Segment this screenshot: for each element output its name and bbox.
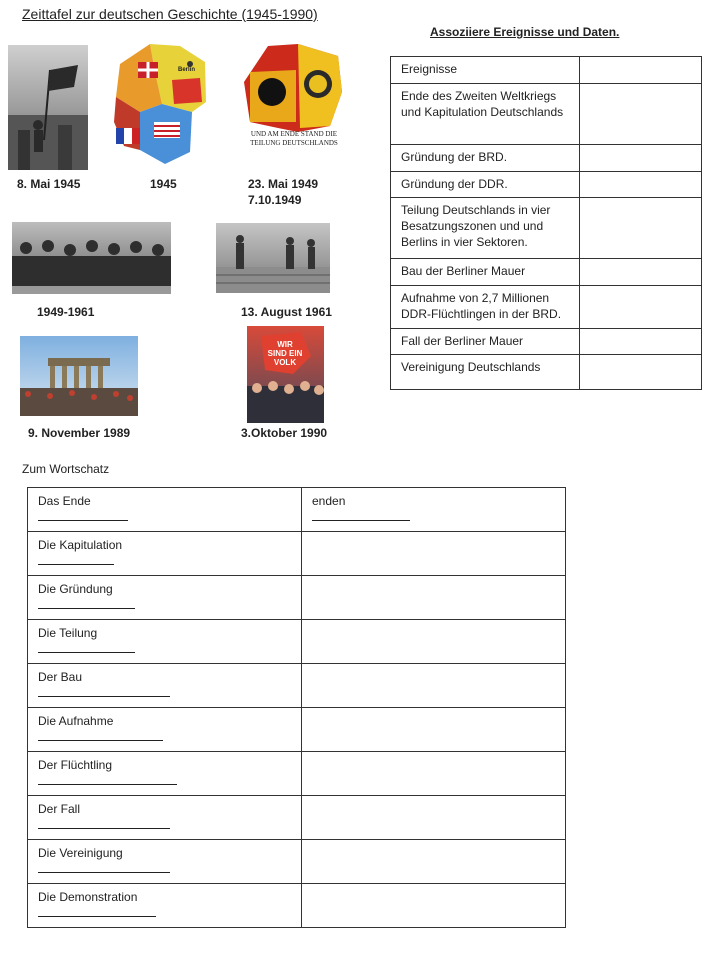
vocab-noun: Die Vereinigung: [38, 846, 123, 860]
event-date-cell[interactable]: [580, 286, 702, 329]
event-text: Gründung der BRD.: [391, 145, 580, 172]
vocab-row: [28, 664, 566, 708]
demonstration-photo: [247, 326, 324, 423]
vocab-verb-cell[interactable]: [302, 620, 566, 664]
vocab-noun-cell: [28, 576, 302, 620]
vocab-row: [28, 488, 566, 532]
date-label-3: 23. Mai 1949: [248, 177, 319, 191]
vocab-verb-cell[interactable]: [302, 840, 566, 884]
event-date-cell[interactable]: [580, 145, 702, 172]
event-text: Gründung der DDR.: [391, 172, 580, 198]
event-date-cell[interactable]: [580, 259, 702, 286]
division-map-photo: [238, 42, 350, 164]
brandenburg-gate-photo: [20, 336, 138, 416]
reichstag-photo: [8, 45, 88, 170]
vocab-noun: Das Ende: [38, 494, 91, 508]
answer-blank[interactable]: [38, 552, 114, 565]
vocab-row: [28, 884, 566, 928]
date-label-6: 13. August 1961: [241, 305, 332, 319]
vocab-noun-cell: [28, 620, 302, 664]
vocab-noun: Die Demonstration: [38, 890, 138, 904]
event-row: [391, 145, 702, 172]
answer-blank[interactable]: [38, 684, 170, 697]
events-table: [390, 56, 702, 390]
vocab-noun: Die Teilung: [38, 626, 98, 640]
event-date-cell[interactable]: [580, 84, 702, 145]
event-text: Teilung Deutschlands in vier Besatzungszonen und und Berlins in vier Sektoren.: [391, 198, 580, 259]
answer-blank[interactable]: [38, 816, 170, 829]
vocab-heading: Zum Wortschatz: [22, 462, 110, 476]
vocab-verb-cell[interactable]: [302, 708, 566, 752]
vocab-verb: enden: [312, 494, 346, 508]
vocab-verb-cell[interactable]: [302, 664, 566, 708]
date-label-8: 3.Oktober 1990: [241, 426, 328, 440]
vocab-noun-cell: [28, 532, 302, 576]
answer-blank[interactable]: [38, 508, 128, 521]
vocab-row: [28, 532, 566, 576]
refugees-photo: [12, 222, 171, 294]
division-caption-text: UND AM ENDE STAND DIE TEILUNG DEUTSCHLANDS: [250, 130, 338, 147]
date-label-4: 7.10.1949: [248, 193, 302, 207]
vocab-verb-cell[interactable]: [302, 576, 566, 620]
vocab-verb-cell[interactable]: [302, 796, 566, 840]
event-text: Bau der Berliner Mauer: [391, 259, 580, 286]
answer-blank[interactable]: [38, 904, 156, 917]
vocab-row: [28, 576, 566, 620]
occupation-zones-map: [110, 42, 210, 170]
task-heading: Assoziiere Ereignisse und Daten.: [430, 25, 620, 39]
events-header: Ereignisse: [391, 57, 580, 84]
event-text: Ende des Zweiten Weltkriegs und Kapitulation Deutschlands: [391, 84, 580, 145]
answer-blank[interactable]: [38, 772, 177, 785]
vocab-row: [28, 708, 566, 752]
event-date-cell[interactable]: [580, 329, 702, 355]
vocab-noun-cell: [28, 664, 302, 708]
date-label-5: 1949-1961: [37, 305, 95, 319]
event-date-cell[interactable]: [580, 355, 702, 390]
date-label-7: 9. November 1989: [28, 426, 131, 440]
page-title: Zeittafel zur deutschen Geschichte (1945-1990): [22, 6, 318, 22]
answer-blank[interactable]: [312, 508, 410, 521]
date-label-1: 8. Mai 1945: [17, 177, 81, 191]
vocab-verb-cell[interactable]: [302, 884, 566, 928]
vocab-row: [28, 840, 566, 884]
vocab-row: [28, 620, 566, 664]
vocab-verb-cell[interactable]: [302, 752, 566, 796]
vocab-noun: Der Flüchtling: [38, 758, 113, 772]
event-row: [391, 259, 702, 286]
event-row: [391, 84, 702, 145]
event-row: [391, 286, 702, 329]
vocab-row: [28, 752, 566, 796]
events-header-row: [391, 57, 702, 84]
answer-blank[interactable]: [38, 860, 170, 873]
vocab-row: [28, 796, 566, 840]
vocab-noun-cell: [28, 840, 302, 884]
vocab-noun: Die Gründung: [38, 582, 113, 596]
vocab-verb-cell[interactable]: [302, 532, 566, 576]
vocab-noun: Die Kapitulation: [38, 538, 123, 552]
answer-blank[interactable]: [38, 640, 135, 653]
event-text: Fall der Berliner Mauer: [391, 329, 580, 355]
map-berlin-label: Berlin: [178, 67, 196, 73]
event-date-cell[interactable]: [580, 172, 702, 198]
event-row: [391, 172, 702, 198]
vocab-verb-cell[interactable]: [302, 488, 566, 532]
event-text: Aufnahme von 2,7 Millionen DDR-Flüchtlingen in der BRD.: [391, 286, 580, 329]
vocab-noun: Der Bau: [38, 670, 83, 684]
vocab-noun-cell: [28, 796, 302, 840]
vocab-noun-cell: [28, 708, 302, 752]
vocab-noun-cell: [28, 884, 302, 928]
event-date-cell[interactable]: [580, 198, 702, 259]
vocab-noun: Die Aufnahme: [38, 714, 114, 728]
vocab-noun: Der Fall: [38, 802, 81, 816]
vocab-noun-cell: [28, 752, 302, 796]
demonstration-sign-text: WIR SIND EIN VOLK: [267, 340, 303, 367]
events-date-cell[interactable]: [580, 57, 702, 84]
answer-blank[interactable]: [38, 596, 135, 609]
answer-blank[interactable]: [38, 728, 163, 741]
event-text: Vereinigung Deutschlands: [391, 355, 580, 390]
event-row: [391, 198, 702, 259]
wall-construction-photo: [216, 223, 330, 293]
event-row: [391, 355, 702, 390]
date-label-2: 1945: [150, 177, 177, 191]
event-row: [391, 329, 702, 355]
vocab-table: [27, 487, 566, 928]
vocab-noun-cell: [28, 488, 302, 532]
